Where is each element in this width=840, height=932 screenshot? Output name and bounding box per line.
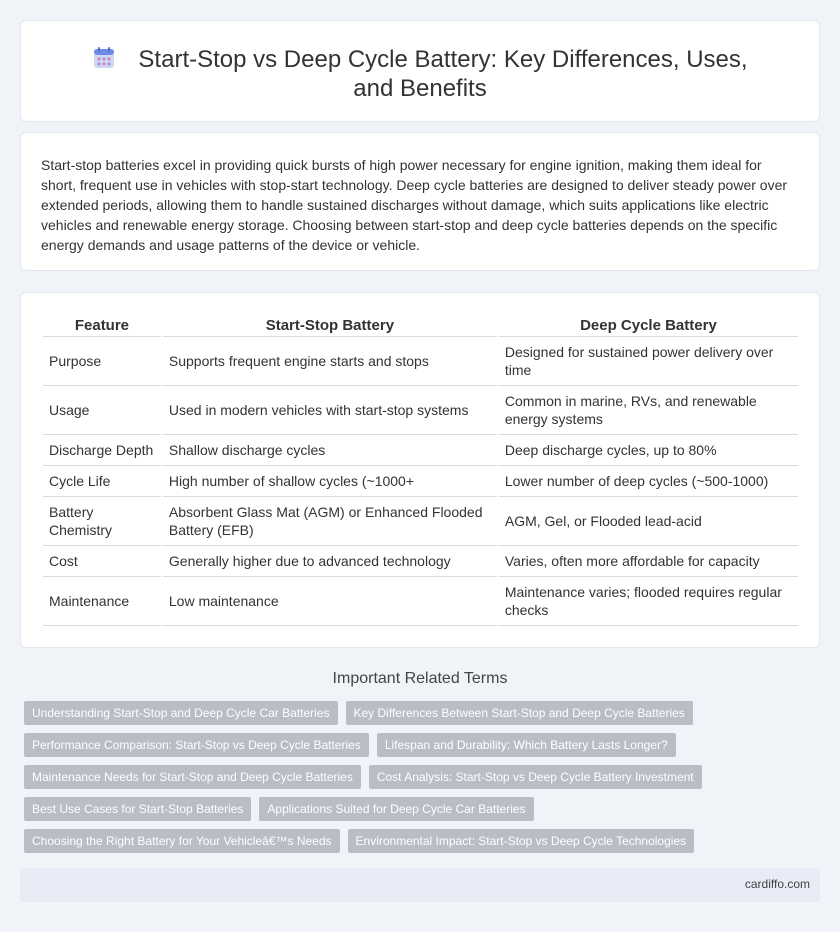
title-card (20, 20, 820, 122)
cell-start-stop: Shallow discharge cycles (163, 435, 497, 466)
cell-deep-cycle: Deep discharge cycles, up to 80% (499, 435, 798, 466)
table-header-row (43, 315, 798, 337)
related-terms-heading: Important Related Terms (332, 670, 508, 687)
related-terms-list (24, 701, 724, 861)
table-row (43, 497, 798, 546)
related-term-tag[interactable]: Cost Analysis: Start-Stop vs Deep Cycle Battery Investment (369, 765, 702, 789)
footer-site-link[interactable]: cardiffo.com (744, 877, 810, 891)
table-row (43, 466, 798, 497)
page-title: Start-Stop vs Deep Cycle Battery: Key Differences, Uses, and Benefits (138, 46, 748, 102)
intro-card (20, 132, 820, 271)
cell-feature: Cost (43, 546, 161, 577)
comparison-table (41, 315, 800, 626)
cell-deep-cycle: AGM, Gel, or Flooded lead-acid (499, 497, 798, 546)
related-term-tag[interactable]: Lifespan and Durability: Which Battery Lasts Longer? (377, 733, 676, 757)
cell-start-stop: Supports frequent engine starts and stops (163, 337, 497, 386)
cell-start-stop: High number of shallow cycles (~1000+ (163, 466, 497, 497)
cell-deep-cycle: Varies, often more affordable for capacity (499, 546, 798, 577)
related-term-tag[interactable]: Performance Comparison: Start-Stop vs Deep Cycle Batteries (24, 733, 369, 757)
cell-feature: Maintenance (43, 577, 161, 626)
table-row (43, 435, 798, 466)
table-row (43, 577, 798, 626)
table-row (43, 546, 798, 577)
table-row (43, 337, 798, 386)
comparison-card (20, 292, 820, 648)
cell-start-stop: Used in modern vehicles with start-stop systems (163, 386, 497, 435)
related-term-tag[interactable]: Applications Suited for Deep Cycle Car Batteries (259, 797, 533, 821)
cell-feature: Battery Chemistry (43, 497, 161, 546)
related-term-tag[interactable]: Understanding Start-Stop and Deep Cycle Car Batteries (24, 701, 338, 725)
related-term-tag[interactable]: Best Use Cases for Start-Stop Batteries (24, 797, 251, 821)
page-title-wrap (81, 45, 759, 103)
header-start-stop: Start-Stop Battery (163, 315, 497, 337)
cell-deep-cycle: Common in marine, RVs, and renewable energy systems (499, 386, 798, 435)
related-term-tag[interactable]: Choosing the Right Battery for Your Vehicleâ€™s Needs (24, 829, 340, 853)
cell-feature: Usage (43, 386, 161, 435)
header-feature: Feature (43, 315, 161, 337)
header-deep-cycle: Deep Cycle Battery (499, 315, 798, 337)
cell-deep-cycle: Designed for sustained power delivery over time (499, 337, 798, 386)
cell-feature: Discharge Depth (43, 435, 161, 466)
table-row (43, 386, 798, 435)
footer (20, 868, 820, 902)
calendar-icon (92, 46, 116, 70)
intro-paragraph: Start-stop batteries excel in providing quick bursts of high power necessary for engine ignition, making them ideal for short, frequent use in vehicles with stop-start technology. Deep cycle batteries are designed to deliver steady power over extended periods, allowing them to handle sustained discharges without damage, which suits applications like electric vehicles and renewable energy storage. Choosing between start-stop and deep cycle batteries depends on the specific energy demands and usage patterns of the device or vehicle. (41, 157, 788, 253)
cell-start-stop: Absorbent Glass Mat (AGM) or Enhanced Flooded Battery (EFB) (163, 497, 497, 546)
cell-deep-cycle: Lower number of deep cycles (~500-1000) (499, 466, 798, 497)
cell-deep-cycle: Maintenance varies; flooded requires regular checks (499, 577, 798, 626)
related-term-tag[interactable]: Environmental Impact: Start-Stop vs Deep Cycle Technologies (348, 829, 695, 853)
cell-feature: Cycle Life (43, 466, 161, 497)
cell-feature: Purpose (43, 337, 161, 386)
cell-start-stop: Low maintenance (163, 577, 497, 626)
related-term-tag[interactable]: Key Differences Between Start-Stop and Deep Cycle Batteries (346, 701, 693, 725)
cell-start-stop: Generally higher due to advanced technology (163, 546, 497, 577)
related-term-tag[interactable]: Maintenance Needs for Start-Stop and Deep Cycle Batteries (24, 765, 361, 789)
